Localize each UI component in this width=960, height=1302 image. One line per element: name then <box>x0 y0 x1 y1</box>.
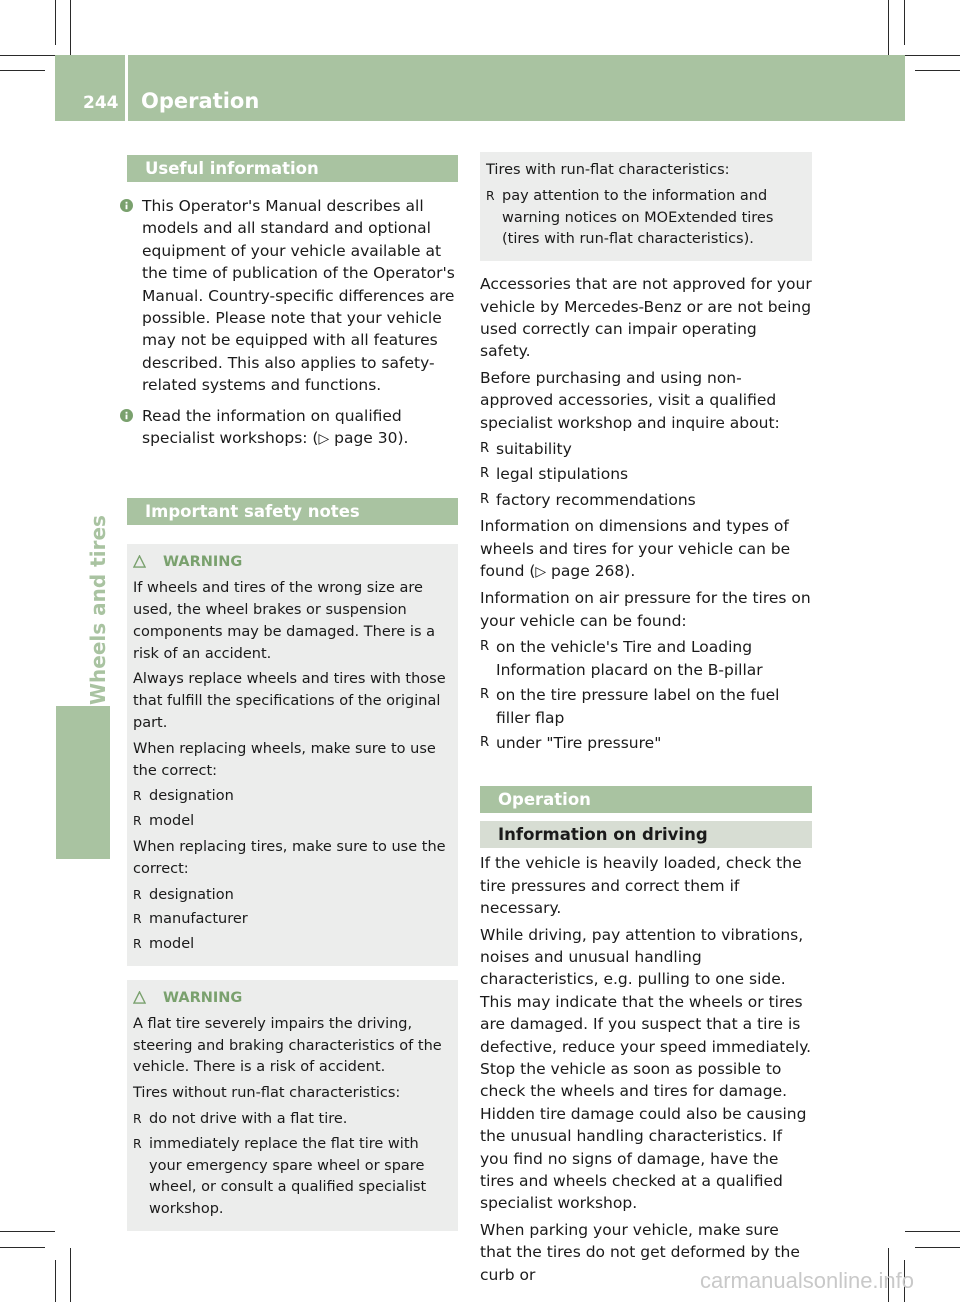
body-text: Information on air pressure for the tires on your vehicle can be found: <box>480 589 811 630</box>
warning-text: When replacing wheels, make sure to use the correct: <box>133 740 436 779</box>
left-column <box>127 155 458 1231</box>
list-item: R model <box>133 811 452 833</box>
warning-triangle-icon <box>133 991 146 1004</box>
crop-mark <box>0 1231 55 1232</box>
list-item: R manufacturer <box>133 909 452 931</box>
crop-mark <box>0 1247 45 1248</box>
warning-text: Tires with run-flat characteristics: <box>486 162 730 178</box>
page-header <box>55 55 905 121</box>
warning-text: A flat tire severely impairs the driving, steering and braking characteristics of the vehicle. There is a risk of accident. <box>133 1015 442 1076</box>
info-note <box>120 195 458 397</box>
bullet-list <box>133 1109 452 1221</box>
list-item: R immediately replace the flat tire with your emergency spare wheel or spare wheel, or consult a qualified specialist workshop. <box>133 1134 452 1221</box>
bullet-list <box>486 186 806 251</box>
list-item: R designation <box>133 786 452 808</box>
crop-mark <box>0 70 45 71</box>
list-item: R do not drive with a flat tire. <box>133 1109 452 1131</box>
bullet-list <box>480 438 812 511</box>
warning-text: When replacing tires, make sure to use the correct: <box>133 839 446 877</box>
crop-mark <box>888 0 889 55</box>
section-heading-useful-information: Useful information <box>127 155 458 182</box>
list-item: R on the vehicle's Tire and Loading Information placard on the B-pillar <box>480 636 812 681</box>
body-text <box>480 515 812 583</box>
warning-text: Tires without run-flat characteristics: <box>133 1085 401 1102</box>
list-item: R pay attention to the information and warning notices on MOExtended tires (tires with run-flat characteristics). <box>486 186 806 251</box>
bullet-list <box>133 786 452 833</box>
crop-mark <box>904 0 905 45</box>
warning-box <box>127 980 458 1231</box>
page-ref-arrow-icon[interactable]: ▷ <box>318 431 330 448</box>
body-text-part: page 268). <box>546 562 636 581</box>
crop-mark <box>70 1248 71 1302</box>
warning-text: If wheels and tires of the wrong size are used, the wheel brakes or suspension components may be damaged. There is a risk of an accident. <box>133 580 435 662</box>
right-column <box>480 152 812 1290</box>
crop-mark <box>0 55 55 56</box>
body-text: When parking your vehicle, make sure that the tires do not get deformed by the curb or <box>480 1220 800 1284</box>
warning-triangle-icon <box>133 555 146 568</box>
warning-text: Always replace wheels and tires with those that fulfill the specifications of the original part. <box>133 671 446 732</box>
page-title: Operation <box>141 89 260 113</box>
chapter-tab-text: Wheels and tires <box>86 515 110 705</box>
list-item: R on the tire pressure label on the fuel filler flap <box>480 684 812 729</box>
list-item: R legal stipulations <box>480 463 812 485</box>
chapter-tab-block <box>56 706 110 859</box>
body-text: Before purchasing and using non-approved accessories, visit a qualified specialist workshop and inquire about: <box>480 368 780 432</box>
list-item: R under "Tire pressure" <box>480 732 812 754</box>
info-text-part: page 30). <box>329 429 409 448</box>
page-ref-arrow-icon[interactable]: ▷ <box>535 564 547 581</box>
crop-mark <box>55 0 56 45</box>
list-item: R factory recommendations <box>480 489 812 511</box>
body-text: While driving, pay attention to vibrations, noises and unusual handling characteristics, e.g. pulling to one side. This may indicate that the wheels or tires are damaged. If you suspect that a tire is defective, reduce your speed immediately. Stop the vehicle as soon as possible to check the wheels and tires for damage. Hidden tire damage could also be causing the unusual handling characteristics. If you find no signs of damage, have the tires and wheels checked at a qualified specialist workshop. <box>480 925 812 1213</box>
subsection-heading-driving: Information on driving <box>480 821 812 848</box>
crop-mark <box>905 55 960 56</box>
info-icon <box>120 199 133 212</box>
crop-mark <box>905 1231 960 1232</box>
list-item: R designation <box>133 885 452 907</box>
info-icon <box>120 409 133 422</box>
info-text <box>136 405 458 451</box>
warning-title-text: WARNING <box>163 554 243 571</box>
bullet-list <box>133 885 452 956</box>
crop-mark <box>915 1247 960 1248</box>
body-text: If the vehicle is heavily loaded, check the tire pressures and correct them if necessary. <box>480 854 802 918</box>
page-number: 244 <box>83 93 119 113</box>
list-item: R suitability <box>480 438 812 460</box>
warning-title-text: WARNING <box>163 990 243 1007</box>
section-heading-safety: Important safety notes <box>127 498 458 525</box>
warning-title <box>133 988 452 1010</box>
crop-mark <box>55 1260 56 1302</box>
info-text: This Operator's Manual describes all models and all standard and optional equipment of your vehicle available at the time of publication of the Operator's Manual. Country-specific differences are possible. Please note that your vehicle may not be equipped with all features described. This also applies to safety-related systems and functions. <box>142 197 455 395</box>
crop-mark <box>70 0 71 55</box>
warning-box <box>127 544 458 966</box>
header-divider <box>125 55 128 121</box>
continued-warning-box <box>480 152 812 261</box>
bullet-list <box>480 636 812 754</box>
list-item: R model <box>133 934 452 956</box>
watermark: carmanualsonline.info <box>700 1268 915 1293</box>
body-text: Accessories that are not approved for your vehicle by Mercedes-Benz or are not being used correctly can impair operating safety. <box>480 275 812 361</box>
crop-mark <box>915 70 960 71</box>
warning-title <box>133 552 452 574</box>
info-note <box>120 405 458 451</box>
section-heading-operation: Operation <box>480 786 812 813</box>
info-text-part: Read the information on qualified specialist workshops: ( <box>142 406 402 448</box>
body-text-part: Information on dimensions and types of wheels and tires for your vehicle can be found ( <box>480 517 791 581</box>
